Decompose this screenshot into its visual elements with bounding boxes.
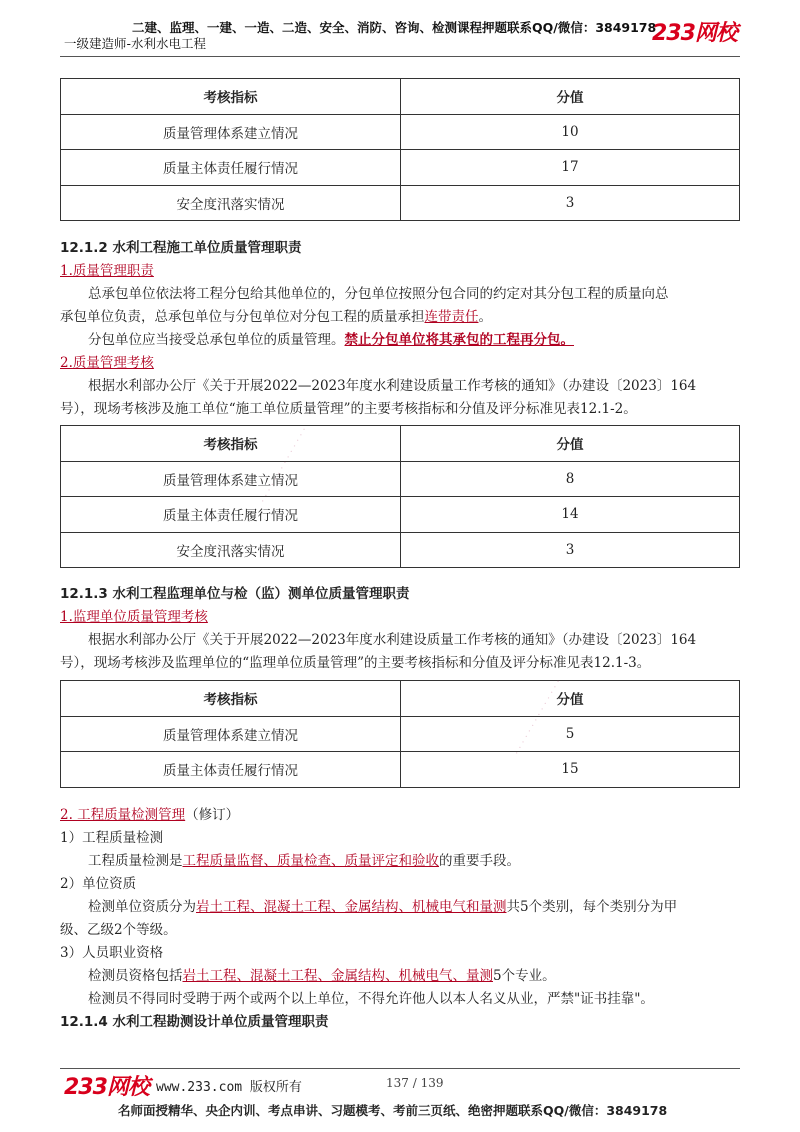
subheading-supervision-assessment: 1.监理单位质量管理考核 bbox=[60, 609, 208, 625]
score-table-3 bbox=[60, 677, 740, 788]
table-row bbox=[61, 114, 740, 150]
text-run: 的重要手段。 bbox=[439, 853, 520, 869]
section-heading-12-1-3: 12.1.3 水利工程监理单位与检（监）测单位质量管理职责 bbox=[60, 586, 410, 602]
table-row bbox=[61, 532, 740, 568]
paragraph-text: 根据水利部办公厅《关于开展2022—2023年度水利建设质量工作考核的通知》（办建设〔2023〕164 bbox=[88, 378, 697, 394]
highlight-joint-liability: 连带责任 bbox=[424, 309, 479, 325]
list-item: 1）工程质量检测 bbox=[60, 830, 164, 846]
paragraph-text bbox=[88, 849, 520, 869]
score-table-1 bbox=[60, 78, 740, 221]
table-cell-score: 17 bbox=[401, 150, 740, 186]
table-cell-indicator: 安全度汛落实情况 bbox=[61, 185, 401, 221]
header-promo: 二建、监理、一建、一造、二造、安全、消防、咨询、检测课程押题联系QQ/微信：3849178 bbox=[132, 20, 657, 35]
text-run: 共5个类别，每个类别分为甲 bbox=[506, 899, 678, 915]
table-cell-score: 10 bbox=[401, 114, 740, 150]
footer-promo: 名师面授精华、央企内训、考点串讲、习题模考、考前三页纸、绝密押题联系QQ/微信：3849178 bbox=[118, 1103, 668, 1118]
highlight-text: 岩土工程、混凝土工程、金属结构、机械电气和量测 bbox=[196, 899, 507, 915]
table-header-indicator: 考核指标 bbox=[61, 426, 401, 462]
subheading-testing-management bbox=[60, 803, 239, 823]
text-run: 5个专业。 bbox=[493, 968, 556, 984]
table-cell-indicator: 质量主体责任履行情况 bbox=[61, 752, 401, 788]
table-cell-indicator: 质量管理体系建立情况 bbox=[61, 461, 401, 497]
subheading-text: 2. 工程质量检测管理 bbox=[60, 807, 186, 823]
text-run: 分包单位应当接受总承包单位的质量管理。 bbox=[88, 332, 345, 348]
paragraph-text: 根据水利部办公厅《关于开展2022—2023年度水利建设质量工作考核的通知》（办建设〔2023〕164 bbox=[88, 632, 697, 648]
header-divider bbox=[60, 56, 740, 57]
table-cell-score: 5 bbox=[401, 716, 740, 752]
table-header-row bbox=[61, 681, 740, 717]
section-heading-12-1-2: 12.1.2 水利工程施工单位质量管理职责 bbox=[60, 240, 302, 256]
footer-site: www.233.com 版权所有 bbox=[156, 1080, 302, 1095]
list-item: 3）人员职业资格 bbox=[60, 945, 164, 961]
table-row bbox=[61, 716, 740, 752]
table-header-score: 分值 bbox=[401, 79, 740, 115]
list-item: 2）单位资质 bbox=[60, 876, 137, 892]
table-cell-indicator: 安全度汛落实情况 bbox=[61, 532, 401, 568]
highlight-text: 岩土工程、混凝土工程、金属结构、机械电气、量测 bbox=[182, 968, 493, 984]
paragraph-text: 号），现场考核涉及监理单位的“监理单位质量管理”的主要考核指标和分值及评分标准见表12.1-3。 bbox=[60, 655, 651, 671]
table-cell-indicator: 质量主体责任履行情况 bbox=[61, 150, 401, 186]
subheading-quality-assessment: 2.质量管理考核 bbox=[60, 355, 154, 371]
table-cell-indicator: 质量管理体系建立情况 bbox=[61, 114, 401, 150]
revision-note: （修订） bbox=[185, 807, 240, 823]
table-header-indicator: 考核指标 bbox=[61, 681, 401, 717]
paragraph-text: 级、乙级2个等级。 bbox=[60, 922, 177, 938]
footer-divider bbox=[60, 1068, 740, 1069]
paragraph-text bbox=[88, 895, 677, 915]
table-row bbox=[61, 150, 740, 186]
table-cell-score: 15 bbox=[401, 752, 740, 788]
section-heading-12-1-4: 12.1.4 水利工程勘测设计单位质量管理职责 bbox=[60, 1014, 329, 1030]
table-header-score: 分值 bbox=[401, 426, 740, 462]
table-cell-indicator: 质量主体责任履行情况 bbox=[61, 497, 401, 533]
text-run: 工程质量检测是 bbox=[88, 853, 183, 869]
brand-logo: 233网校 bbox=[652, 21, 737, 46]
text-run: 承包单位负责，总承包单位与分包单位对分包工程的质量承担 bbox=[60, 309, 425, 325]
paragraph-text bbox=[88, 328, 574, 348]
table-cell-score: 8 bbox=[401, 461, 740, 497]
paragraph-text: 号），现场考核涉及施工单位“施工单位质量管理”的主要考核指标和分值及评分标准见表12.1-2。 bbox=[60, 401, 637, 417]
subheading-quality-duty: 1.质量管理职责 bbox=[60, 263, 154, 279]
table-header-score: 分值 bbox=[401, 681, 740, 717]
highlight-text: 工程质量监督、质量检查、质量评定和验收 bbox=[182, 853, 439, 869]
table-header-indicator: 考核指标 bbox=[61, 79, 401, 115]
header-subject: 一级建造师-水利水电工程 bbox=[64, 36, 207, 51]
table-row bbox=[61, 461, 740, 497]
paragraph-text: 检测员不得同时受聘于两个或两个以上单位，不得允许他人以本人名义从业，严禁"证书挂靠"。 bbox=[88, 991, 654, 1007]
table-header-row bbox=[61, 79, 740, 115]
table-cell-score: 14 bbox=[401, 497, 740, 533]
table-cell-indicator: 质量管理体系建立情况 bbox=[61, 716, 401, 752]
table-row bbox=[61, 497, 740, 533]
table-cell-score: 3 bbox=[401, 185, 740, 221]
text-run: 检测员资格包括 bbox=[88, 968, 183, 984]
text-run: 检测单位资质分为 bbox=[88, 899, 196, 915]
table-cell-score: 3 bbox=[401, 532, 740, 568]
table-header-row bbox=[61, 426, 740, 462]
score-table-2 bbox=[60, 425, 740, 568]
paragraph-text: 总承包单位依法将工程分包给其他单位的，分包单位按照分包合同的约定对其分包工程的质量向总 bbox=[88, 286, 669, 302]
table-row bbox=[61, 752, 740, 788]
page-number: 137 / 139 bbox=[386, 1076, 444, 1090]
text-run: 。 bbox=[478, 309, 492, 325]
paragraph-text bbox=[88, 964, 556, 984]
table-row bbox=[61, 185, 740, 221]
watermark: · · · · · · · · · · · · · · bbox=[258, 425, 311, 506]
footer-logo: 233网校 bbox=[64, 1075, 149, 1100]
highlight-no-resubcontract: 禁止分包单位将其承包的工程再分包。 bbox=[344, 332, 574, 348]
watermark: · · · · · · · · · · · · · · bbox=[512, 677, 565, 758]
paragraph-text bbox=[60, 305, 492, 325]
